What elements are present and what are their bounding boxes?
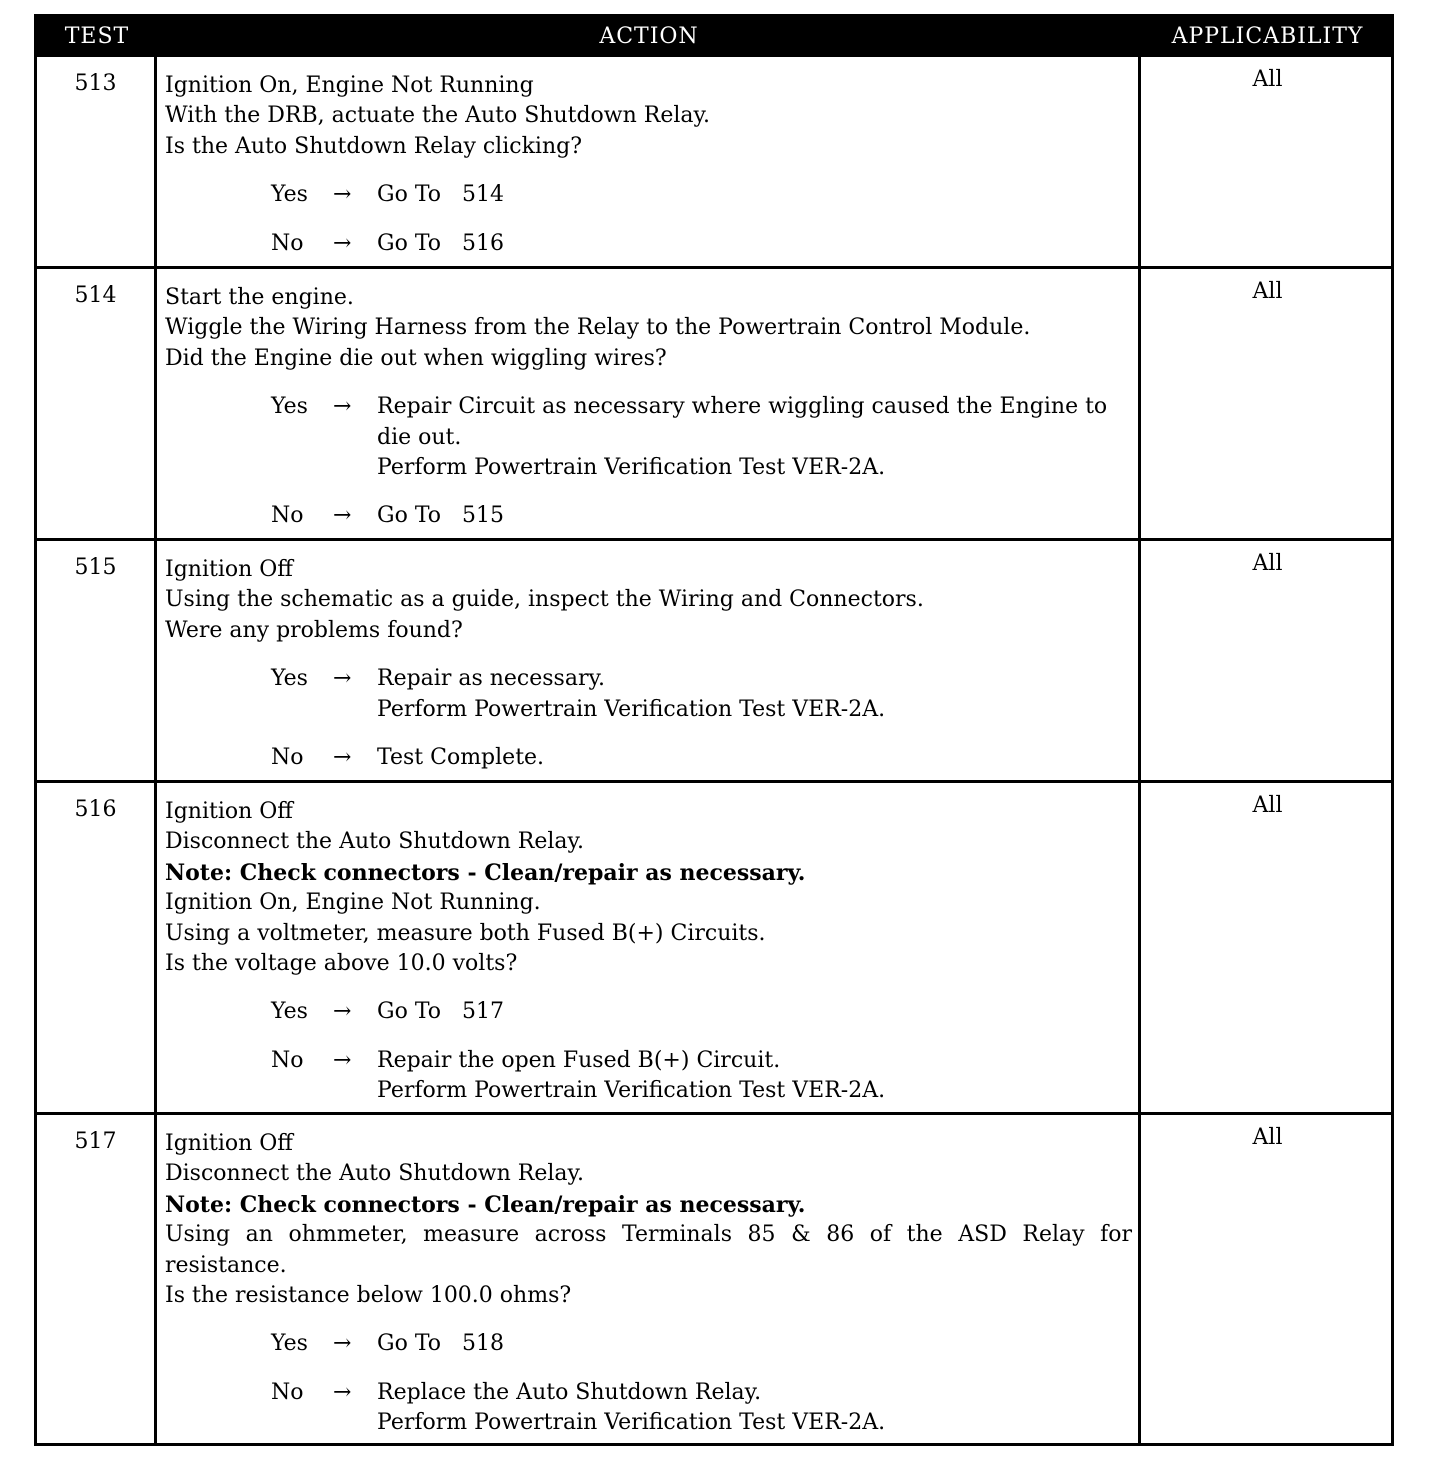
- no-answer: [271, 229, 1132, 259]
- no-answer: [271, 1046, 1132, 1107]
- outcome-line: Perform Powertrain Verification Test VER-2A.: [377, 696, 886, 722]
- action-line: Disconnect the Auto Shutdown Relay.: [165, 1161, 585, 1187]
- action-line: Ignition Off: [165, 557, 293, 582]
- action-line: Start the engine.: [165, 285, 354, 310]
- no-label: No: [271, 1047, 304, 1073]
- action-line: With the DRB, actuate the Auto Shutdown Relay.: [165, 103, 711, 129]
- yes-answer: [271, 1329, 1132, 1359]
- outcome-line: Go To 515: [377, 503, 504, 529]
- action-line: Ignition On, Engine Not Running.: [165, 890, 541, 916]
- arrow-icon: →: [333, 394, 352, 420]
- yes-answer: [271, 664, 1132, 725]
- applicability: All: [1252, 793, 1283, 818]
- outcome-line: Go To 516: [377, 230, 504, 256]
- yes-answer: [271, 392, 1132, 483]
- no-label: No: [271, 503, 304, 529]
- applicability: All: [1252, 67, 1283, 92]
- test-number: 516: [37, 783, 157, 1115]
- applicability: All: [1252, 279, 1283, 304]
- header-applicability: APPLICABILITY: [1171, 24, 1364, 49]
- yes-outcome: [377, 1329, 1132, 1359]
- yes-outcome: [377, 664, 1132, 725]
- applicability: All: [1252, 1125, 1283, 1150]
- outcome-line: Repair the open Fused B(+) Circuit.: [377, 1047, 781, 1073]
- action-cell: [157, 541, 1141, 783]
- no-label: No: [271, 745, 304, 771]
- table-row-515: [37, 541, 1391, 783]
- action-line: Using the schematic as a guide, inspect the Wiring and Connectors.: [165, 587, 924, 613]
- action-cell: [157, 57, 1141, 269]
- yes-outcome: [377, 997, 1132, 1027]
- arrow-icon: →: [333, 230, 352, 256]
- outcome-line: Perform Powertrain Verification Test VER-2A.: [377, 1410, 886, 1436]
- outcome-line: Go To 518: [377, 1331, 504, 1357]
- no-outcome: [377, 1378, 1132, 1439]
- note-line: Note: Check connectors - Clean/repair as necessary.: [165, 859, 806, 886]
- no-answer: [271, 1378, 1132, 1439]
- action-line: Disconnect the Auto Shutdown Relay.: [165, 829, 585, 855]
- action-line: Were any problems found?: [165, 617, 463, 643]
- outcome-line: Repair Circuit as necessary where wiggling caused the Engine to: [377, 394, 1108, 420]
- action-line: Is the resistance below 100.0 ohms?: [165, 1283, 572, 1309]
- no-label: No: [271, 1379, 304, 1405]
- no-label: No: [271, 230, 304, 256]
- header-test: TEST: [64, 24, 130, 49]
- yes-label: Yes: [271, 394, 308, 420]
- yes-label: Yes: [271, 999, 308, 1025]
- no-outcome: [377, 743, 1132, 773]
- diagnostic-table: [34, 14, 1394, 1446]
- no-outcome: [377, 501, 1132, 531]
- no-answer: [271, 743, 1132, 773]
- outcome-line: Replace the Auto Shutdown Relay.: [377, 1379, 762, 1405]
- action-line: Using an ohmmeter, measure across Terminals 85 & 86 of the ASD Relay for resistance.: [165, 1222, 1132, 1278]
- action-line: Is the Auto Shutdown Relay clicking?: [165, 133, 582, 159]
- yes-label: Yes: [271, 1331, 308, 1357]
- header-action: ACTION: [599, 24, 699, 49]
- arrow-icon: →: [333, 503, 352, 529]
- yes-answer: [271, 997, 1132, 1027]
- arrow-icon: →: [333, 182, 352, 208]
- action-line: Is the voltage above 10.0 volts?: [165, 951, 518, 977]
- action-cell: [157, 269, 1141, 541]
- action-line: Using a voltmeter, measure both Fused B(+) Circuits.: [165, 920, 766, 946]
- table-row-516: [37, 783, 1391, 1115]
- action-line: Did the Engine die out when wiggling wires?: [165, 345, 667, 371]
- test-number: 515: [37, 541, 157, 783]
- yes-label: Yes: [271, 666, 308, 692]
- action-line: Ignition On, Engine Not Running: [165, 73, 534, 98]
- action-line: Ignition Off: [165, 1131, 293, 1156]
- action-cell: [157, 1115, 1141, 1446]
- yes-answer: [271, 180, 1132, 210]
- yes-outcome: [377, 392, 1132, 483]
- outcome-line: Go To 517: [377, 999, 504, 1025]
- table-row-513: [37, 57, 1391, 269]
- outcome-line: Test Complete.: [377, 745, 545, 771]
- arrow-icon: →: [333, 1379, 352, 1405]
- arrow-icon: →: [333, 999, 352, 1025]
- action-line: Wiggle the Wiring Harness from the Relay to the Powertrain Control Module.: [165, 315, 1031, 341]
- arrow-icon: →: [333, 666, 352, 692]
- outcome-line: die out.: [377, 424, 462, 450]
- outcome-line: Perform Powertrain Verification Test VER-2A.: [377, 455, 886, 481]
- no-outcome: [377, 229, 1132, 259]
- no-answer: [271, 501, 1132, 531]
- outcome-line: Go To 514: [377, 182, 504, 208]
- yes-outcome: [377, 180, 1132, 210]
- action-cell: [157, 783, 1141, 1115]
- arrow-icon: →: [333, 1047, 352, 1073]
- table-row-517: [37, 1115, 1391, 1446]
- note-line: Note: Check connectors - Clean/repair as necessary.: [165, 1191, 806, 1218]
- test-number: 517: [37, 1115, 157, 1446]
- table-row-514: [37, 269, 1391, 541]
- action-line: Ignition Off: [165, 799, 293, 824]
- test-number: 513: [37, 57, 157, 269]
- table-header: [37, 17, 1391, 57]
- outcome-line: Perform Powertrain Verification Test VER-2A.: [377, 1078, 886, 1104]
- no-outcome: [377, 1046, 1132, 1107]
- arrow-icon: →: [333, 745, 352, 771]
- yes-label: Yes: [271, 182, 308, 208]
- arrow-icon: →: [333, 1331, 352, 1357]
- applicability: All: [1252, 551, 1283, 576]
- test-number: 514: [37, 269, 157, 541]
- outcome-line: Repair as necessary.: [377, 666, 605, 692]
